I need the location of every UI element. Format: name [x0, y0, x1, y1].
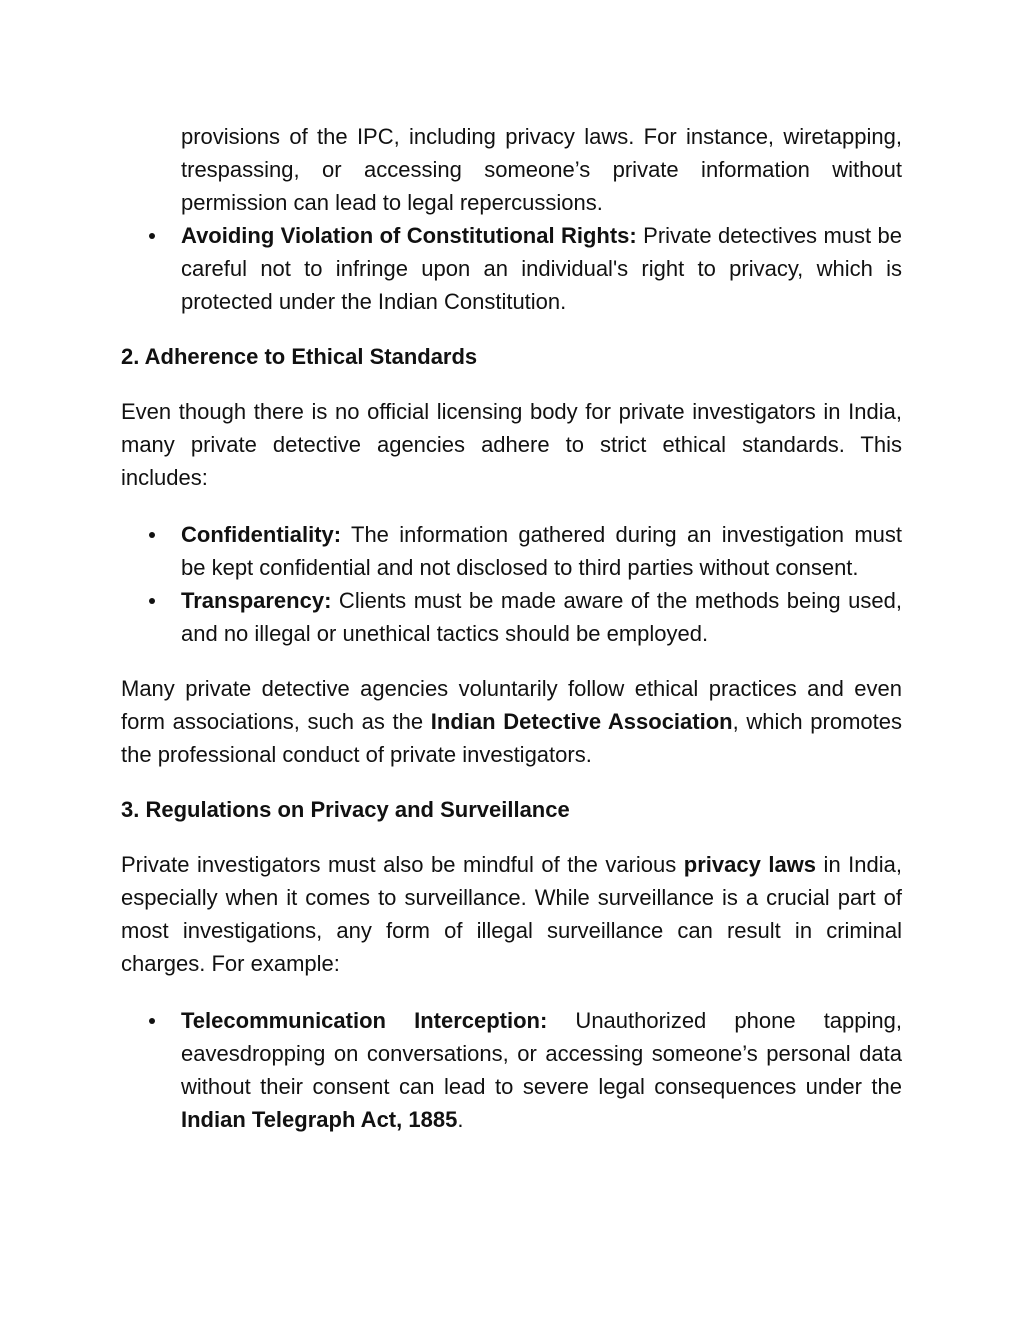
- list-item: [121, 219, 902, 318]
- bullet-end: .: [457, 1107, 464, 1132]
- bullet-icon: [149, 1018, 155, 1024]
- section3-heading: 3. Regulations on Privacy and Surveillance: [121, 797, 570, 822]
- bullet-icon: [149, 233, 155, 239]
- intro-text-pre: Private investigators must also be mindful of the various: [121, 852, 684, 877]
- bullet-icon: [149, 598, 155, 604]
- privacy-laws-term: privacy laws: [683, 852, 817, 877]
- bullet-label: Transparency:: [181, 588, 332, 613]
- bullet-label: Confidentiality:: [181, 522, 342, 547]
- association-name: Indian Detective Association: [430, 709, 733, 734]
- section3-intro-paragraph: [121, 848, 902, 980]
- list-item: [121, 518, 902, 584]
- bullet-text: Clients must be made aware of the methods being used, and no illegal or unethical tactics should be employed.: [181, 588, 902, 646]
- bullet-label: Avoiding Violation of Constitutional Rights:: [181, 223, 637, 248]
- bullet-label: Telecommunication Interception:: [181, 1008, 548, 1033]
- bullet-text: Unauthorized phone tapping, eavesdropping on conversations, or accessing someone’s personal data without their consent can lead to severe legal consequences under the: [181, 1008, 902, 1099]
- bullet-text: The information gathered during an investigation must be kept confidential and not disclosed to third parties without consent.: [181, 522, 902, 580]
- closing-text-pre: Many private detective agencies voluntarily follow ethical practices and even form associations, such as the: [121, 676, 902, 734]
- list-item: [121, 1004, 902, 1136]
- bullet-text: Private detectives must be careful not to infringe upon an individual's right to privacy, which is protected under the Indian Constitution.: [181, 223, 902, 314]
- closing-text-post: , which promotes the professional conduct of private investigators.: [121, 709, 902, 767]
- intro-text-post: in India, especially when it comes to surveillance. While surveillance is a crucial part of most investigations, any form of illegal surveillance can result in criminal charges. For example:: [121, 852, 902, 976]
- section1-bullet-list: [121, 219, 902, 318]
- section2-intro-paragraph: Even though there is no official licensing body for private investigators in India, many private detective agencies adhere to strict ethical standards. This includes:: [121, 399, 902, 490]
- section3-bullet-list: [121, 1004, 902, 1136]
- section2-heading: 2. Adherence to Ethical Standards: [121, 344, 478, 369]
- section2-bullet-list: [121, 518, 902, 650]
- section2-closing-paragraph: [121, 672, 902, 771]
- intro-continuation-paragraph: provisions of the IPC, including privacy laws. For instance, wiretapping, trespassing, or accessing someone’s private information without permission can lead to legal repercussions.: [181, 124, 902, 215]
- list-item: [121, 584, 902, 650]
- document-page: [121, 120, 902, 1136]
- bullet-icon: [149, 532, 155, 538]
- telegraph-act-name: Indian Telegraph Act, 1885: [181, 1107, 458, 1132]
